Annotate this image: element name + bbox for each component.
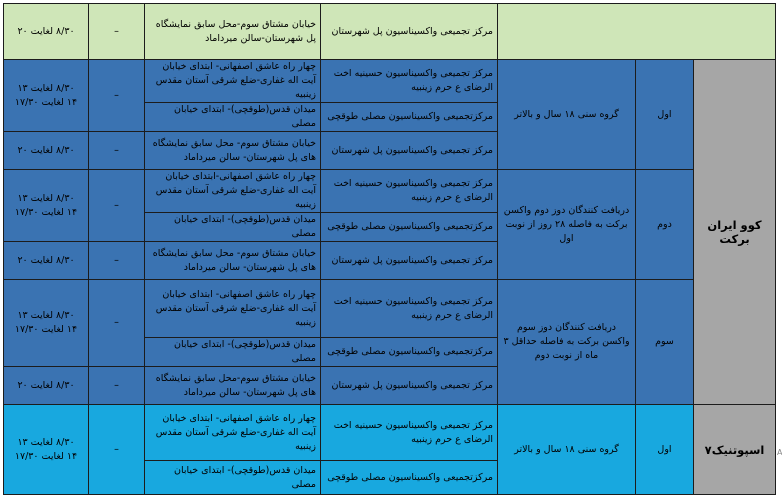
- address-cell: چهار راه عاشق اصفهانی- ابتدای خیابان آیت اله غفاری-ضلع شرقی آستان مقدس زینبیه: [145, 280, 321, 338]
- center-cell: مرکز تجمیعی واکسیناسیون حسینیه اخت الرضای ع حرم زینبیه: [321, 405, 498, 461]
- time-cell: ۸/۳۰ لغایت ۲۰: [4, 4, 89, 60]
- dose-cell: دوم: [636, 170, 694, 280]
- table-row: [4, 170, 776, 213]
- address-cell: میدان قدس(طوقچی)- ابتدای خیابان مصلی: [145, 338, 321, 367]
- address-cell: چهار راه عاشق اصفهانی- ابتدای خیابان آیت اله غفاری-ضلع شرقی آستان مقدس زینبیه: [145, 60, 321, 103]
- center-cell: مرکز تجمیعی واکسیناسیون پل شهرستان: [321, 367, 498, 405]
- edge-mark: A: [777, 448, 782, 457]
- dash-cell: –: [89, 60, 145, 132]
- time-cell: ۸/۳۰ لغایت ۲۰: [4, 367, 89, 405]
- dose-cell: اول: [636, 60, 694, 170]
- group-cell: دریافت کنندگان دوز دوم واکسن برکت به فاصله ۲۸ روز از نوبت اول: [498, 170, 636, 280]
- center-cell: مرکز تجمیعی واکسیناسیون پل شهرستان: [321, 132, 498, 170]
- address-cell: خیابان مشتاق سوم-محل سابق نمایشگاه های پل شهرستان- سالن میرداماد: [145, 367, 321, 405]
- center-cell: مرکز تجمیعی واکسیناسیون حسینیه اخت الرضای ع حرم زینبیه: [321, 60, 498, 103]
- table-row: [4, 405, 776, 461]
- time-cell: ۸/۳۰ لغایت ۱۳ ۱۴ لغایت ۱۷/۳۰: [4, 405, 89, 495]
- center-cell: مرکزتجمیعی واکسیناسیون مصلی طوقچی: [321, 461, 498, 495]
- address-cell: چهار راه عاشق اصفهانی-ابتدای خیابان آیت اله غفاری-ضلع شرقی آستان مقدس زینبیه: [145, 170, 321, 213]
- vaccine-name-sputnik: اسپوتنیک۷: [694, 405, 776, 495]
- time-cell: ۸/۳۰ لغایت ۲۰: [4, 242, 89, 280]
- dash-cell: –: [89, 367, 145, 405]
- dash-cell: –: [89, 280, 145, 367]
- center-cell: مرکزتجمیعی واکسیناسیون مصلی طوقچی: [321, 103, 498, 132]
- address-cell: خیابان مشتاق سوم- محل سابق نمایشگاه های پل شهرستان- سالن میرداماد: [145, 132, 321, 170]
- group-cell: گروه سنی ۱۸ سال و بالاتر: [498, 60, 636, 170]
- time-cell: ۸/۳۰ لغایت ۲۰: [4, 132, 89, 170]
- dash-cell: –: [89, 242, 145, 280]
- center-cell: مرکز تجمیعی واکسیناسیون حسینیه اخت الرضای ع حرم زینبیه: [321, 280, 498, 338]
- dash-cell: –: [89, 132, 145, 170]
- group-cell: دریافت کنندگان دوز سوم واکسن برکت به فاصله حداقل ۳ ماه از نوبت دوم: [498, 280, 636, 405]
- address-cell: چهار راه عاشق اصفهانی- ابتدای خیابان آیت اله غفاری-ضلع شرقی آستان مقدس زینبیه: [145, 405, 321, 461]
- dose-cell: سوم: [636, 280, 694, 405]
- vaccine-name-barekat: کوو ایران برکت: [694, 60, 776, 405]
- dash-cell: –: [89, 170, 145, 242]
- time-cell: ۸/۳۰ لغایت ۱۳ ۱۴ لغایت ۱۷/۳۰: [4, 60, 89, 132]
- address-cell: میدان قدس(طوقچی)- ابتدای خیابان مصلی: [145, 103, 321, 132]
- center-cell: مرکز تجمیعی واکسیناسیون پل شهرستان: [321, 242, 498, 280]
- center-cell: مرکزتجمیعی واکسیناسیون مصلی طوقچی: [321, 338, 498, 367]
- center-cell: مرکزتجمیعی واکسیناسیون مصلی طوقچی: [321, 213, 498, 242]
- address-cell: خیابان مشتاق سوم-محل سابق نمایشگاه پل شهرستان-سالن میرداماد: [145, 4, 321, 60]
- vaccination-schedule-table: [3, 3, 776, 495]
- group-cell: گروه سنی ۱۸ سال و بالاتر: [498, 405, 636, 495]
- table-row: [4, 60, 776, 103]
- dash-cell: –: [89, 4, 145, 60]
- center-cell: مرکز تجمیعی واکسیناسیون پل شهرستان: [321, 4, 498, 60]
- address-cell: میدان قدس(طوقچی)- ابتدای خیابان مصلی: [145, 213, 321, 242]
- time-cell: ۸/۳۰ لغایت ۱۳ ۱۴ لغایت ۱۷/۳۰: [4, 170, 89, 242]
- address-cell: میدان قدس(طوقچی)- ابتدای خیابان مصلی: [145, 461, 321, 495]
- table-row: [4, 280, 776, 338]
- dose-cell: اول: [636, 405, 694, 495]
- center-cell: مرکز تجمیعی واکسیناسیون حسینیه اخت الرضای ع حرم زینبیه: [321, 170, 498, 213]
- table-row: [4, 4, 776, 60]
- time-cell: ۸/۳۰ لغایت ۱۳ ۱۴ لغایت ۱۷/۳۰: [4, 280, 89, 367]
- dash-cell: –: [89, 405, 145, 495]
- address-cell: خیابان مشتاق سوم- محل سابق نمایشگاه های پل شهرستان- سالن میرداماد: [145, 242, 321, 280]
